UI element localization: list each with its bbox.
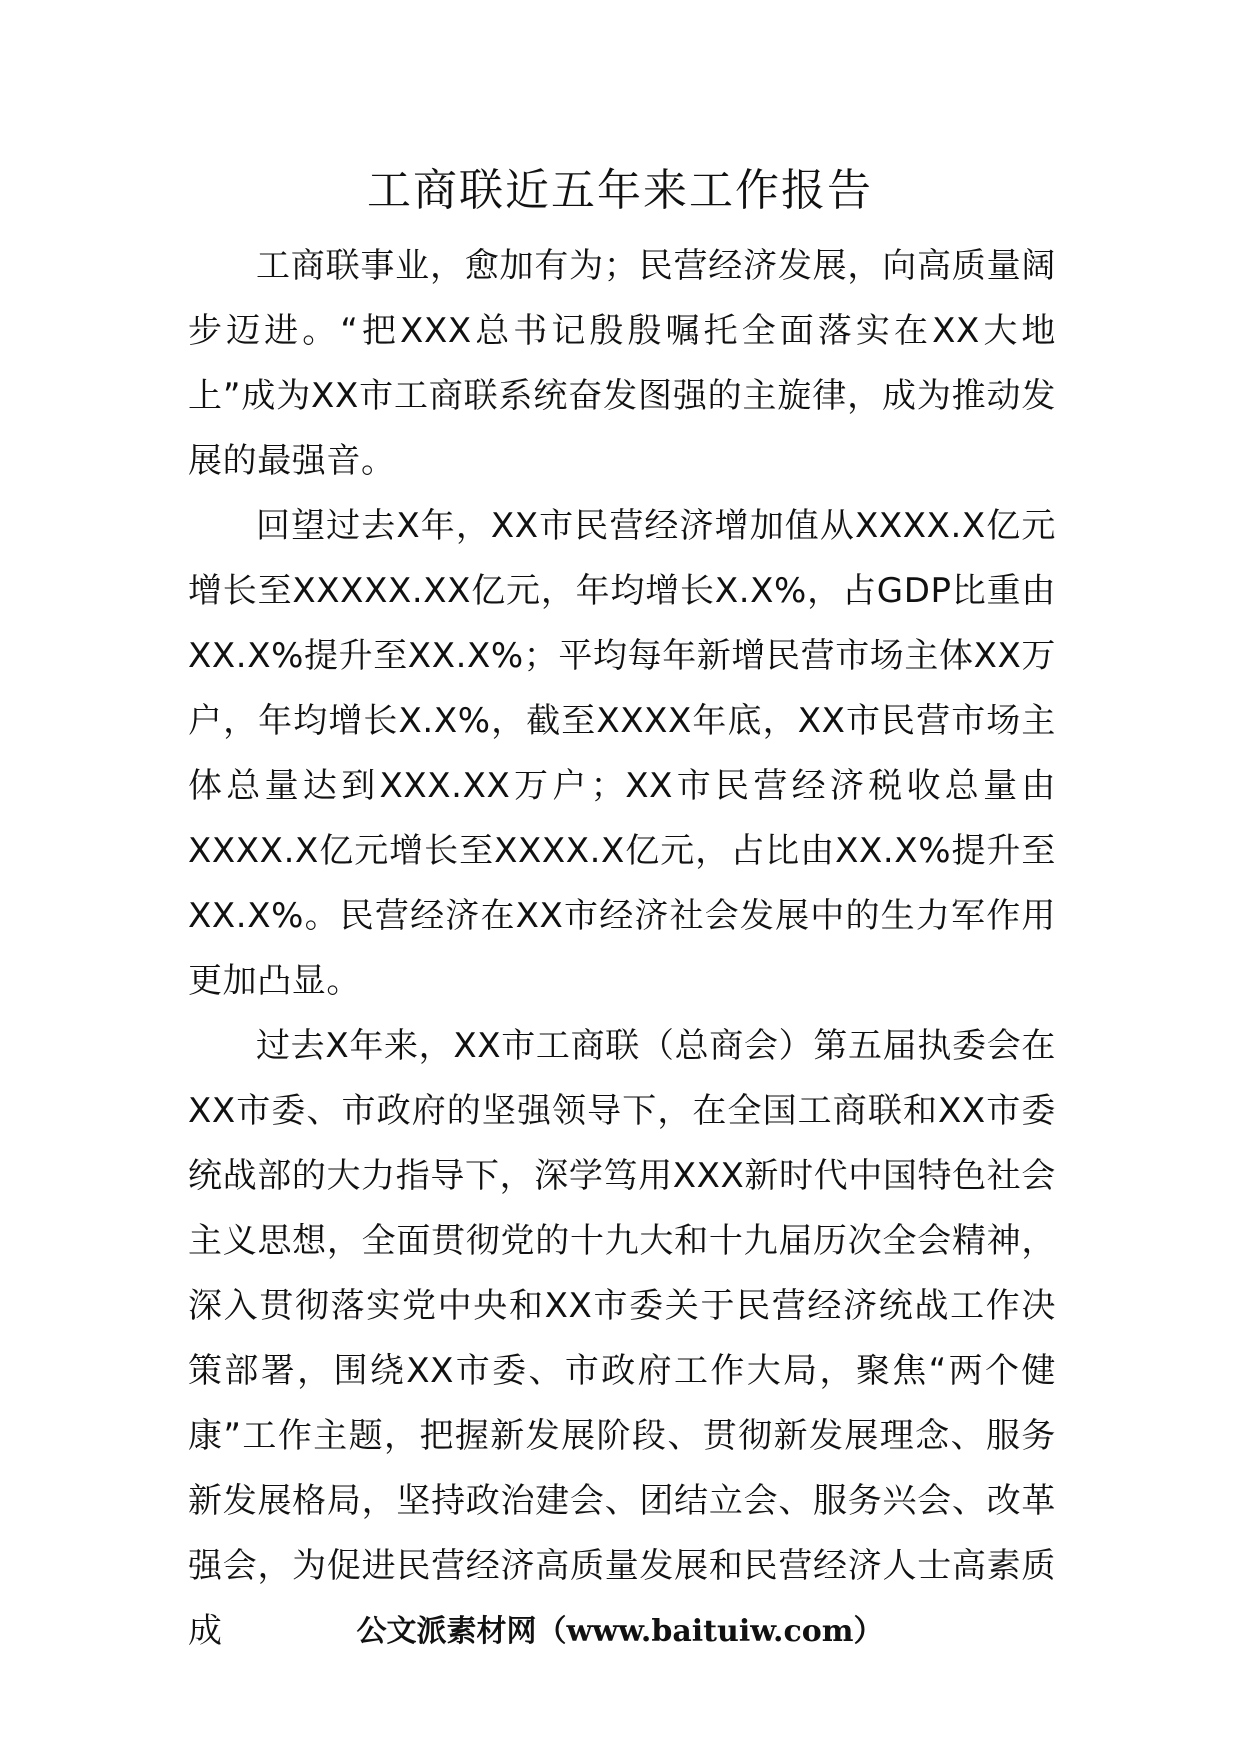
document-body (188, 234, 1056, 1664)
paragraph-3: 过去X年来，XX市工商联（总商会）第五届执委会在XX市委、市政府的坚强领导下，在全国工商联和XX市委统战部的大力指导下，深学笃用XXX新时代中国特色社会主义思想，全面贯彻党的十九大和十九届历次全会精神，深入贯彻落实党中央和XX市委关于民营经济统战工作决策部署，围绕XX市委、市政府工作大局，聚焦“两个健康”工作主题，把握新发展阶段、贯彻新发展理念、服务新发展格局，坚持政治建会、团结立会、服务兴会、改革强会，为促进民营经济高质量发展和民营经济人士高素质成 (188, 1026, 1056, 1651)
footer-watermark: 公文派素材网（www.baituiw.com） (356, 1614, 884, 1649)
paragraph-2: 回望过去X年，XX市民营经济增加值从XXXX.X亿元增长至XXXXX.XX亿元，年均增长X.X%，占GDP比重由XX.X%提升至XX.X%；平均每年新增民营市场主体XX万户，年均增长X.X%，截至XXXX年底，XX市民营市场主体总量达到XXX.XX万户；XX市民营经济税收总量由XXXX.X亿元增长至XXXX.X亿元，占比由XX.X%提升至XX.X%。民营经济在XX市经济社会发展中的生力军作用更加凸显。 (188, 506, 1056, 1001)
paragraph-1: 工商联事业，愈加有为；民营经济发展，向高质量阔步迈进。“把XXX总书记殷殷嘱托全面落实在XX大地上”成为XX市工商联系统奋发图强的主旋律，成为推动发展的最强音。 (188, 246, 1056, 481)
document-title: 工商联近五年来工作报告 (367, 165, 873, 216)
